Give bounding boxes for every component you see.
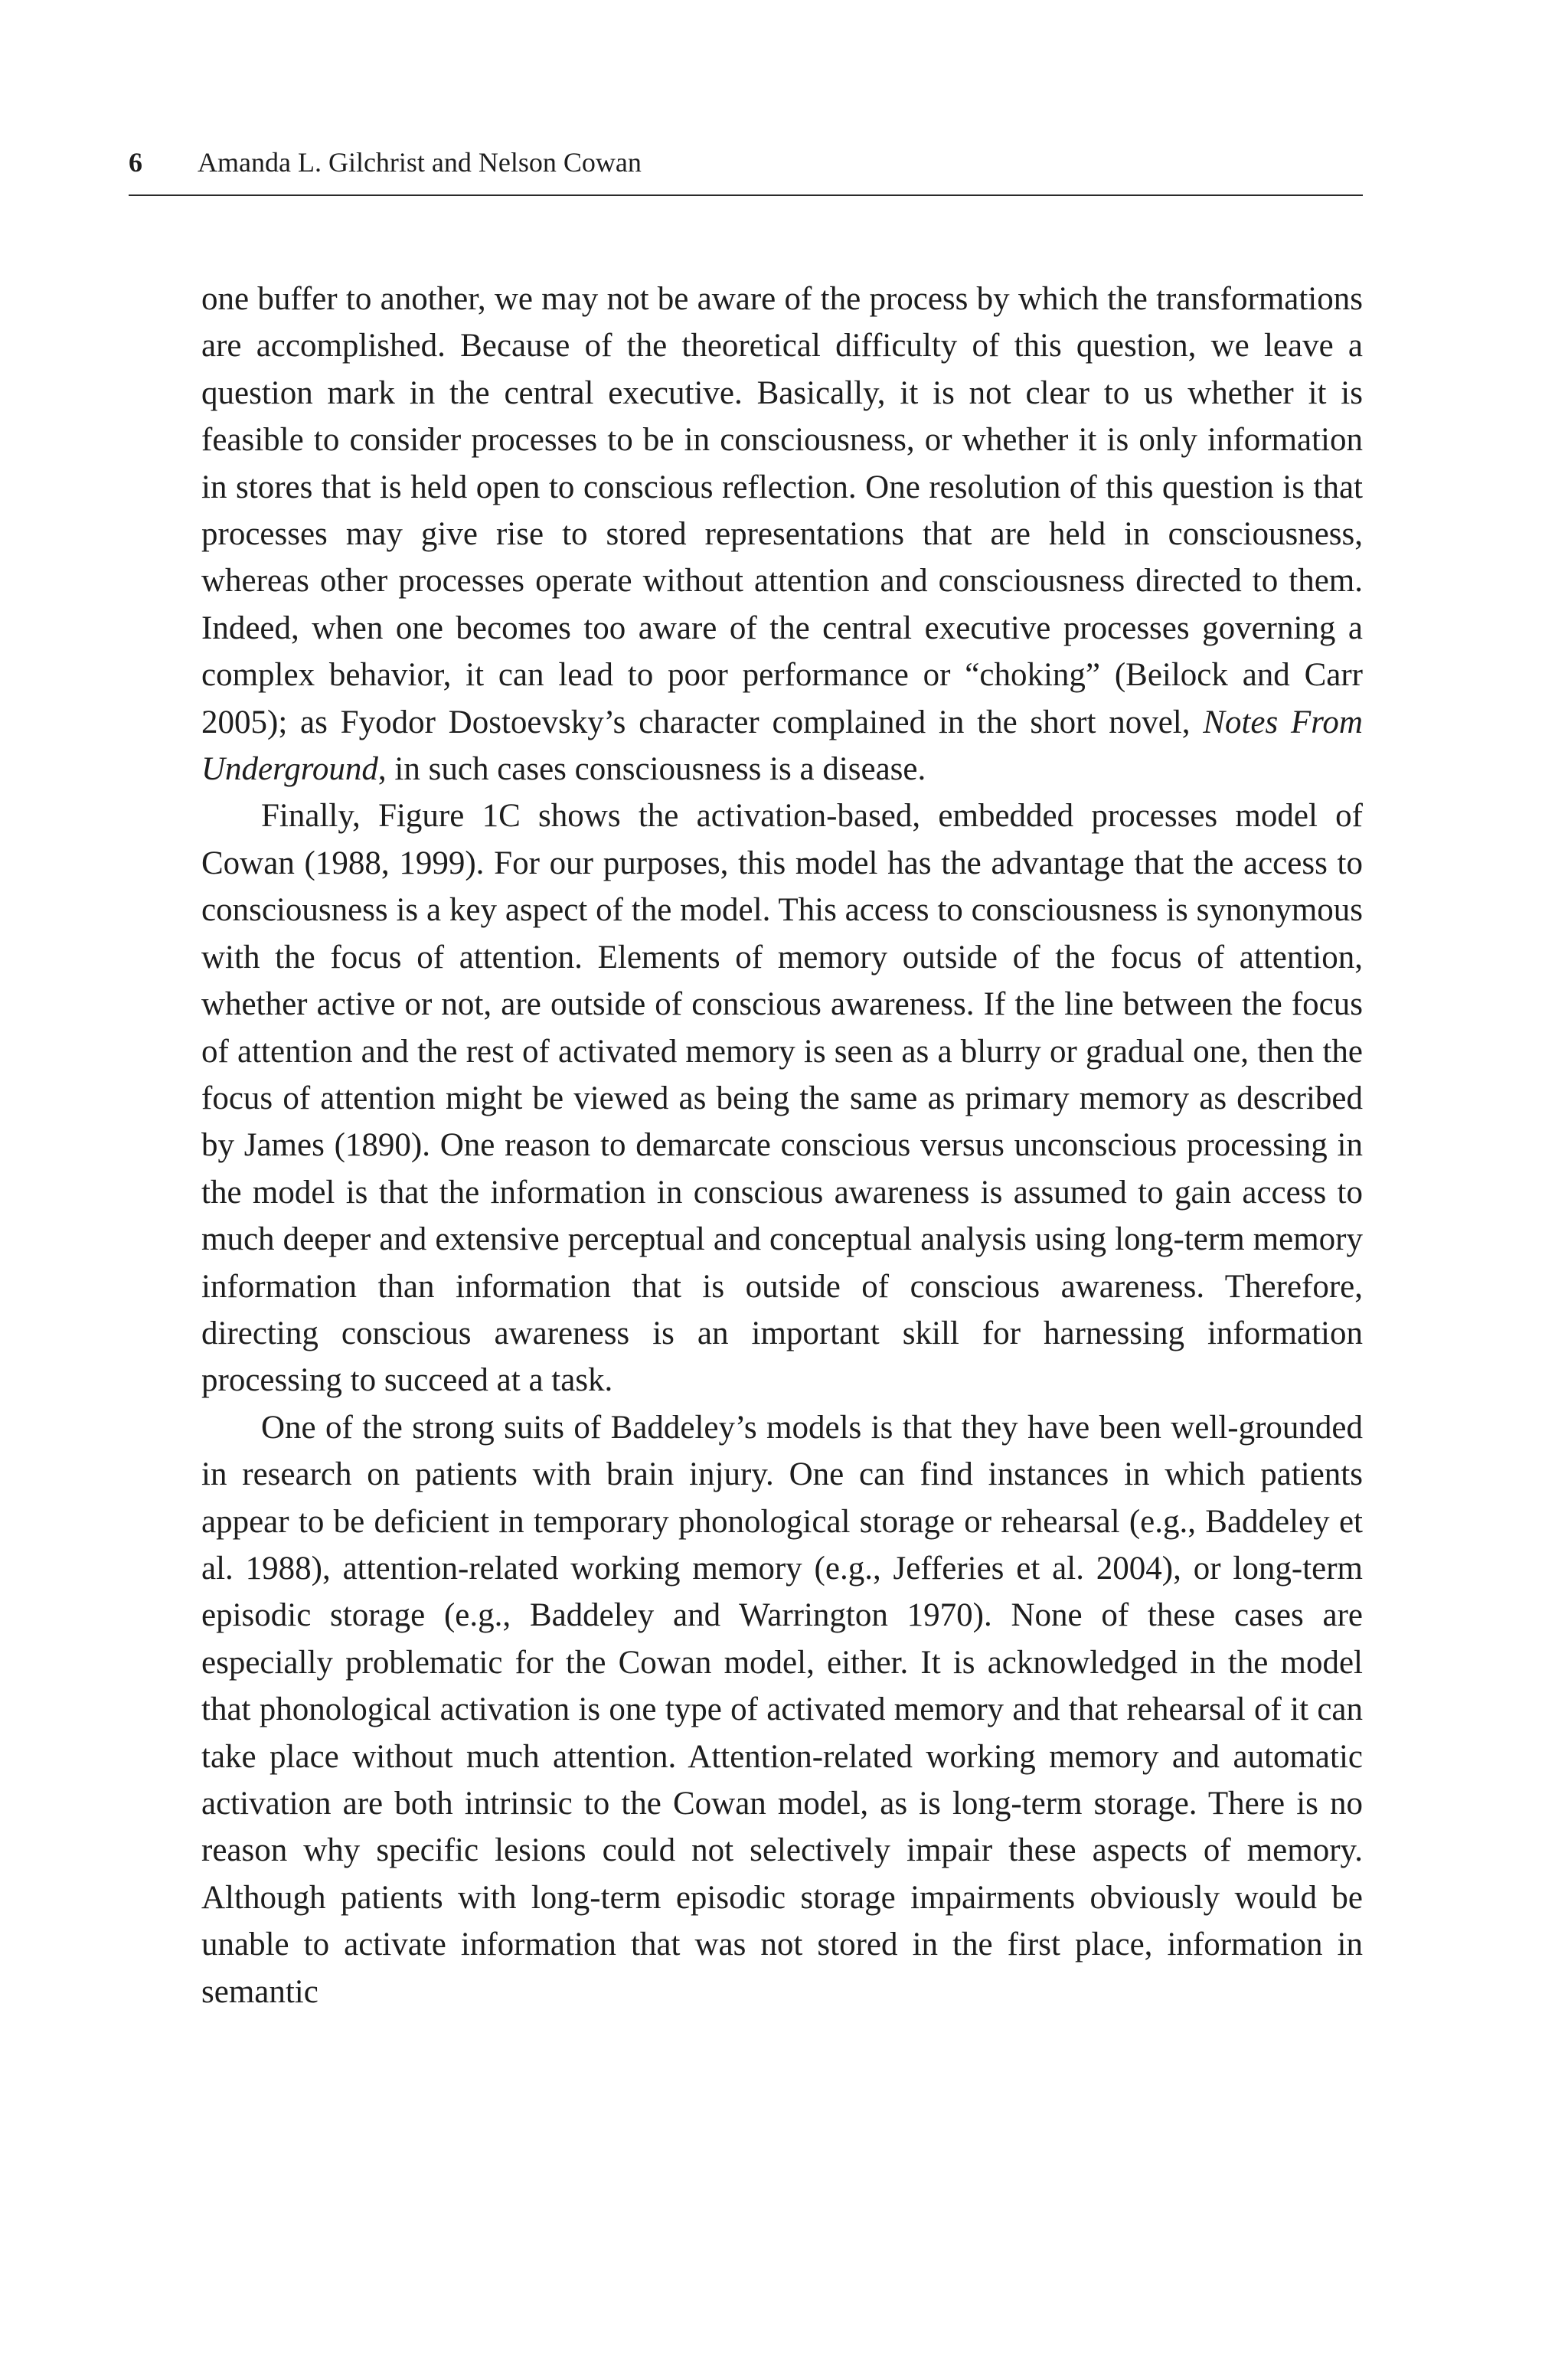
header-rule bbox=[129, 194, 1363, 196]
book-title: Notes From Underground bbox=[201, 704, 1363, 788]
paragraph-1-text-end: , in such cases consciousness is a disease. bbox=[377, 751, 926, 788]
page-number: 6 bbox=[129, 147, 142, 178]
paragraph-3: One of the strong suits of Baddeley’s models is that they have been well-grounded in research on patients with brain injury. One can find instances in which patients appear to be deficient in temporary phonological storage or rehearsal (e.g., Baddeley et al. 1988), attention-related working memory (e.g., Jefferies et al. 2004), or long-term episodic storage (e.g., Baddeley and Warrington 1970). None of these cases are especially problematic for the Cowan model, either. It is acknowledged in the model that phonological activation is one type of activated memory and that rehearsal of it can take place without much attention. Attention-related working memory and automatic activation are both intrinsic to the Cowan model, as is long-term storage. There is no reason why specific lesions could not selectively impair these aspects of memory. Although patients with long-term episodic storage impairments obviously would be unable to activate information that was not stored in the first place, information in semantic bbox=[201, 1409, 1363, 2010]
running-head bbox=[129, 144, 1363, 181]
paragraph-2: Finally, Figure 1C shows the activation-based, embedded processes model of Cowan (1988, 1999). For our purposes, this model has the advantage that the access to consciousness is a key aspect of the model. This access to consciousness is synonymous with the focus of attention. Elements of memory outside of the focus of attention, whether active or not, are outside of conscious awareness. If the line between the focus of attention and the rest of activated memory is seen as a blurry or gradual one, then the focus of attention might be viewed as being the same as primary memory as described by James (1890). One reason to demarcate conscious versus unconscious processing in the model is that the information in conscious awareness is assumed to gain access to much deeper and extensive perceptual and conceptual analysis using long-term memory information than information that is outside of conscious awareness. Therefore, directing conscious awareness is an important skill for harnessing information processing to succeed at a task. bbox=[201, 798, 1363, 1399]
body-text bbox=[201, 276, 1363, 2015]
paragraph-1-text: one buffer to another, we may not be aware of the process by which the transformations are accomplished. Because of the theoretical difficulty of this question, we leave a question mark in the central executive. Basically, it is not clear to us whether it is feasible to consider processes to be in consciousness, or whether it is only information in stores that is held open to conscious reflection. One resolution of this question is that processes may give rise to stored representations that are held in consciousness, whereas other processes operate without attention and consciousness directed to them. Indeed, when one becomes too aware of the central executive processes governing a complex behavior, it can lead to poor performance or “choking” (Beilock and Carr 2005); as Fyodor Dostoevsky’s character complained in the short novel, bbox=[201, 281, 1363, 740]
paragraph-1 bbox=[201, 276, 1363, 793]
running-head-authors: Amanda L. Gilchrist and Nelson Cowan bbox=[198, 147, 642, 178]
